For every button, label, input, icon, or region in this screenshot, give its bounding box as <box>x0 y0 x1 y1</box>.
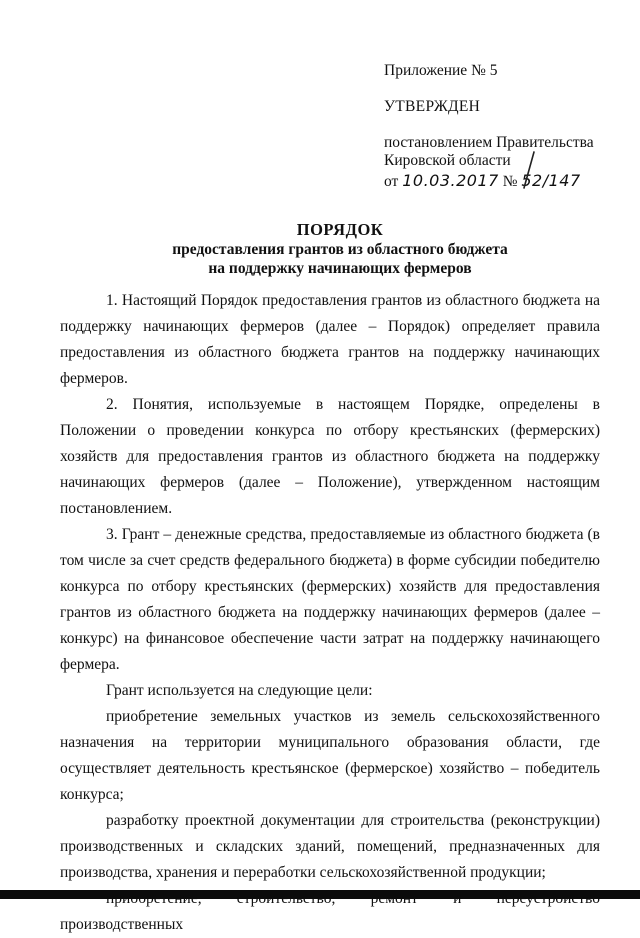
handwritten-number: 52/147 <box>521 171 581 190</box>
date-prefix: от <box>384 173 399 190</box>
paragraph-4: Грант используется на следующие цели: <box>106 682 373 699</box>
number-sign: № <box>502 173 518 190</box>
handwritten-slash-mark <box>518 150 538 190</box>
paragraph-2: 2. Понятия, используемые в настоящем Порядке, определены в Положении о проведении конкурса по отбору крестьянских (фермерских) хозяйств для предоставления грантов из областного бюджета на поддержку начинающих фермеров (далее – Положение), утвержденном настоящим постановлением. <box>60 396 600 517</box>
document-title: ПОРЯДОК <box>296 220 384 239</box>
decree-line-2: Кировской области <box>384 152 511 169</box>
paragraph-3: 3. Грант – денежные средства, предоставляемые из областного бюджета (в том числе за счет средств федерального бюджета) в форме субсидии победителю конкурса по отбору крестьянских (фермерских) хозяйств для предоставления грантов из областного бюджета на поддержку начинающих фермеров (далее – конкурс) на финансовое обеспечение части затрат на поддержку начинающего фермера. <box>60 526 600 673</box>
approved-stamp-text: УТВЕРЖДЕН <box>384 98 481 115</box>
scan-bottom-edge <box>0 890 640 899</box>
decree-date-line <box>384 172 581 191</box>
document-subtitle-1: предоставления грантов из областного бюджета <box>172 241 508 258</box>
paragraph-7: производственных <box>60 916 184 933</box>
paragraph-6: разработку проектной документации для строительства (реконструкции) производственных и складских зданий, помещений, предназначенных для производства, хранения и переработки сельскохозяйственной продукции; <box>60 812 600 881</box>
paragraph-1: 1. Настоящий Порядок предоставления грантов из областного бюджета на поддержку начинающих фермеров (далее – Порядок) определяет правила предоставления из областного бюджета грантов на поддержку начинающих фермеров. <box>60 292 600 387</box>
document-subtitle-2: на поддержку начинающих фермеров <box>208 260 472 277</box>
paragraph-5: приобретение земельных участков из земель сельскохозяйственного назначения на территории муниципального образования области, где осуществляет деятельность крестьянское (фермерское) хозяйство – победитель конкурса; <box>60 708 600 803</box>
decree-line-1: постановлением Правительства <box>384 134 594 151</box>
document-body <box>60 288 600 938</box>
document-title-block <box>60 220 620 278</box>
handwritten-date: 10.03.2017 <box>402 171 499 190</box>
annex-number: Приложение № 5 <box>384 62 498 79</box>
